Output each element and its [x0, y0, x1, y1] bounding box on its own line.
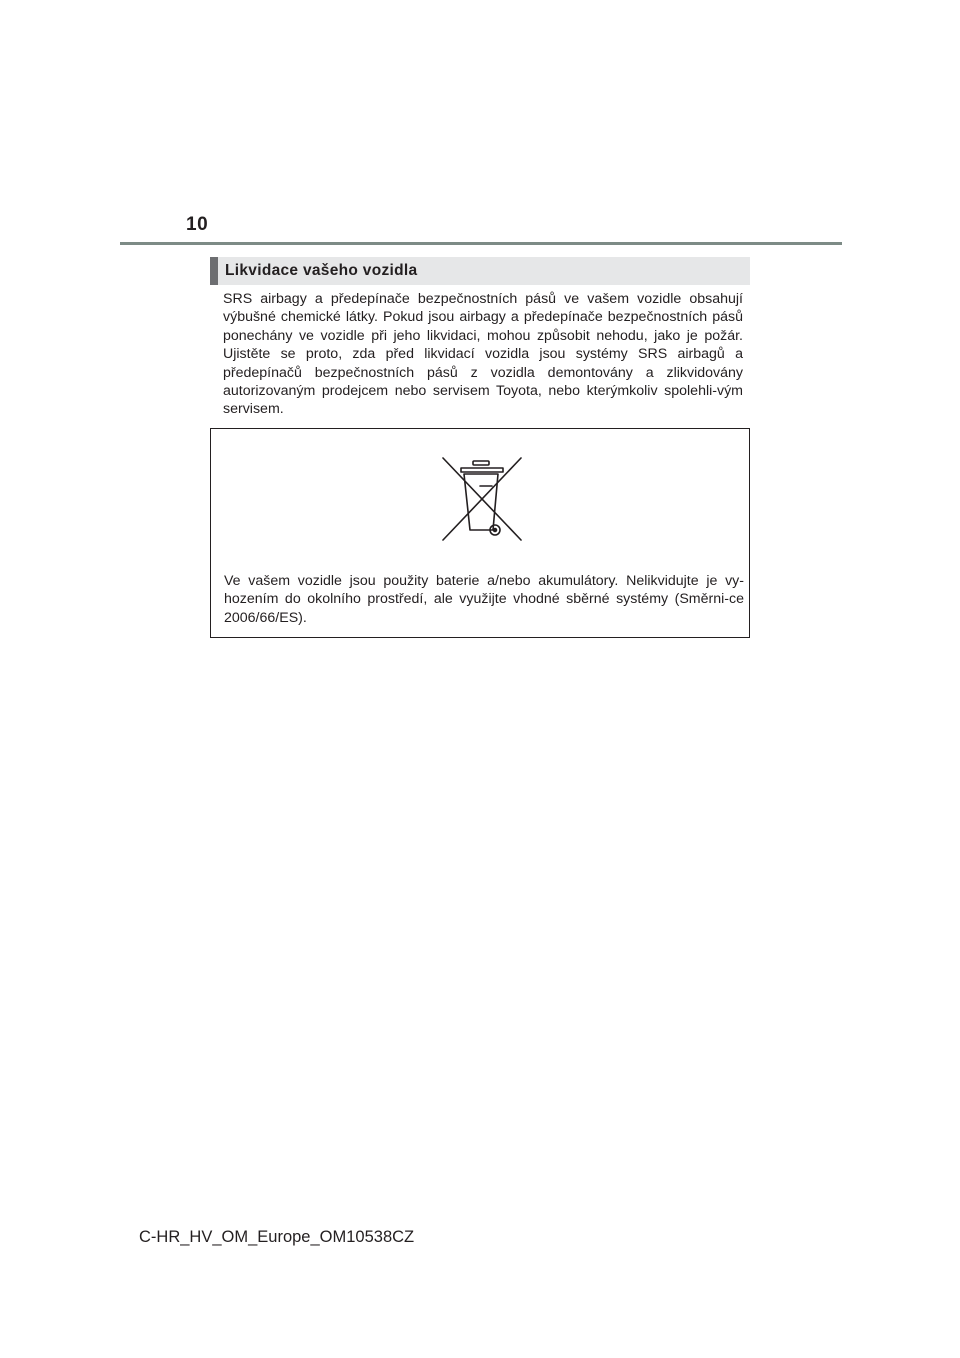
page-number: 10: [186, 214, 209, 235]
disposal-paragraph: SRS airbagy a předepínače bezpečnostních pásů ve vašem vozidle obsahují výbušné chemické látky. Pokud jsou airbagy a předepínače bezpečnostních pásů ponechány ve vozidle při jeho likvidaci, mohou způsobit nehodu, jako je požár. Ujistěte se proto, zda před likvidací vozidla jsou systémy SRS airbagů a předepínačů bezpečnostních pásů z vozidla demontovány a zlikvidovány autorizovaným prodejcem nebo servisem Toyota, nebo kterýmkoliv spolehli-vým servisem.: [223, 291, 743, 418]
header-divider: [120, 242, 842, 245]
crossed-out-wheelie-bin-icon: [440, 456, 524, 542]
battery-notice-text: Ve vašem vozidle jsou použity baterie a/nebo akumulátory. Nelikvidujte je vy-hozením do okolního prostředí, ale využijte vhodné sběrné systémy (Směrni-ce 2006/66/ES).: [224, 573, 744, 626]
document-code: C-HR_HV_OM_Europe_OM10538CZ: [139, 1228, 415, 1246]
section-heading: Likvidace vašeho vozidla: [210, 257, 750, 285]
battery-notice-box: [210, 428, 750, 638]
